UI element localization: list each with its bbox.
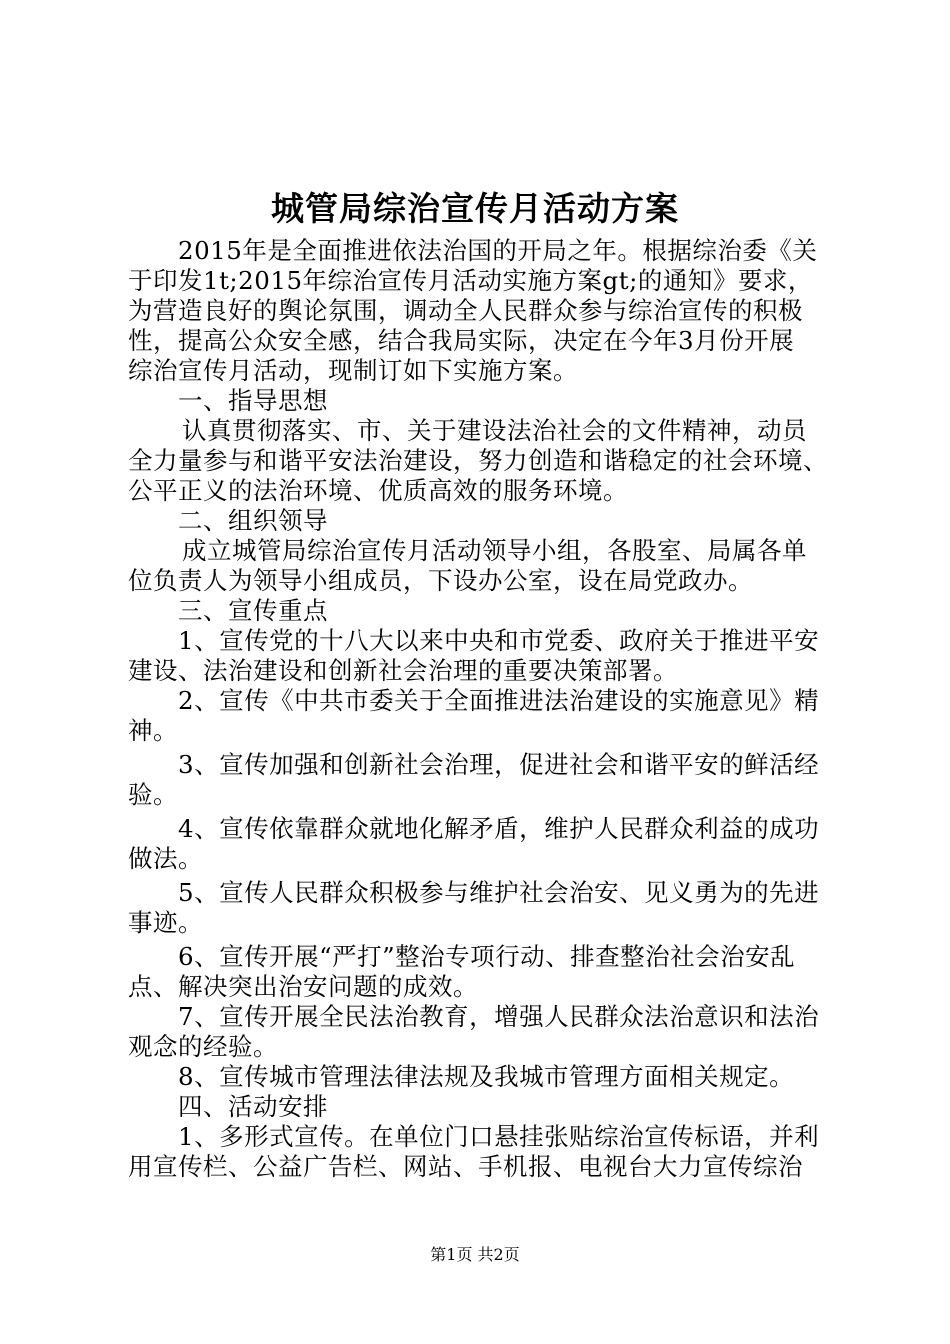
paragraph-line: 位负责人为领导小组成员，下设办公室，设在局党政办。 [128,566,753,595]
list-item-line: 做法。 [128,844,203,873]
list-item-line: 点、解决突出治安问题的成效。 [128,972,478,1001]
paragraph-line: 成立城管局综治宣传月活动领导小组，各股室、局属各单 [182,536,807,565]
document-title: 城管局综治宣传月活动方案 [271,189,679,228]
list-item-line: 观念的经验。 [128,1032,278,1061]
list-item-line: 3、宣传加强和创新社会治理，促进社会和谐平安的鲜活经 [178,750,820,779]
paragraph-line: 于印发1t;2015年综治宣传月活动实施方案gt;的通知》要求， [128,266,813,295]
list-item-line: 8、宣传城市管理法律法规及我城市管理方面相关规定。 [178,1062,795,1091]
paragraph-line: 认真贯彻落实、市、关于建设法治社会的文件精神，动员 [182,416,807,445]
list-item-line: 7、宣传开展全民法治教育，增强人民群众法治意识和法治 [178,1002,820,1031]
list-item-line: 建设、法治建设和创新社会治理的重要决策部署。 [128,656,678,685]
list-item-line: 验。 [128,780,178,809]
paragraph-line: 用宣传栏、公益广告栏、网站、手机报、电视台大力宣传综治 [128,1152,803,1181]
list-item-line: 事迹。 [128,908,203,937]
paragraph-line: 全力量参与和谐平安法治建设，努力创造和谐稳定的社会环境、 [128,446,828,475]
paragraph-line: 公平正义的法治环境、优质高效的服务环境。 [128,476,628,505]
section-heading: 四、活动安排 [178,1092,328,1121]
paragraph-line: 1、多形式宣传。在单位门口悬挂张贴综治宣传标语，并利 [178,1122,820,1151]
list-item-line: 6、宣传开展“严打”整治专项行动、排查整治社会治安乱 [178,942,796,971]
section-heading: 三、宣传重点 [178,596,328,625]
list-item-line: 2、宣传《中共市委关于全面推进法治建设的实施意见》精 [178,686,820,715]
section-heading: 二、组织领导 [178,506,328,535]
section-heading: 一、指导思想 [178,386,328,415]
paragraph-line: 性，提高公众安全感，结合我局实际，决定在今年3月份开展 [128,326,795,355]
paragraph-line: 为营造良好的舆论氛围，调动全人民群众参与综治宣传的积极 [128,296,803,325]
list-item-line: 5、宣传人民群众积极参与维护社会治安、见义勇为的先进 [178,878,820,907]
list-item-line: 1、宣传党的十八大以来中央和市党委、政府关于推进平安 [178,626,820,655]
list-item-line: 4、宣传依靠群众就地化解矛盾，维护人民群众利益的成功 [178,814,820,843]
list-item-line: 神。 [128,716,178,745]
paragraph-line: 2015年是全面推进依法治国的开局之年。根据综治委《关 [178,236,818,265]
document-body [128,236,832,1182]
paragraph-line: 综治宣传月活动，现制订如下实施方案。 [128,356,578,385]
page-footer: 第1页 共2页 [430,1245,520,1264]
